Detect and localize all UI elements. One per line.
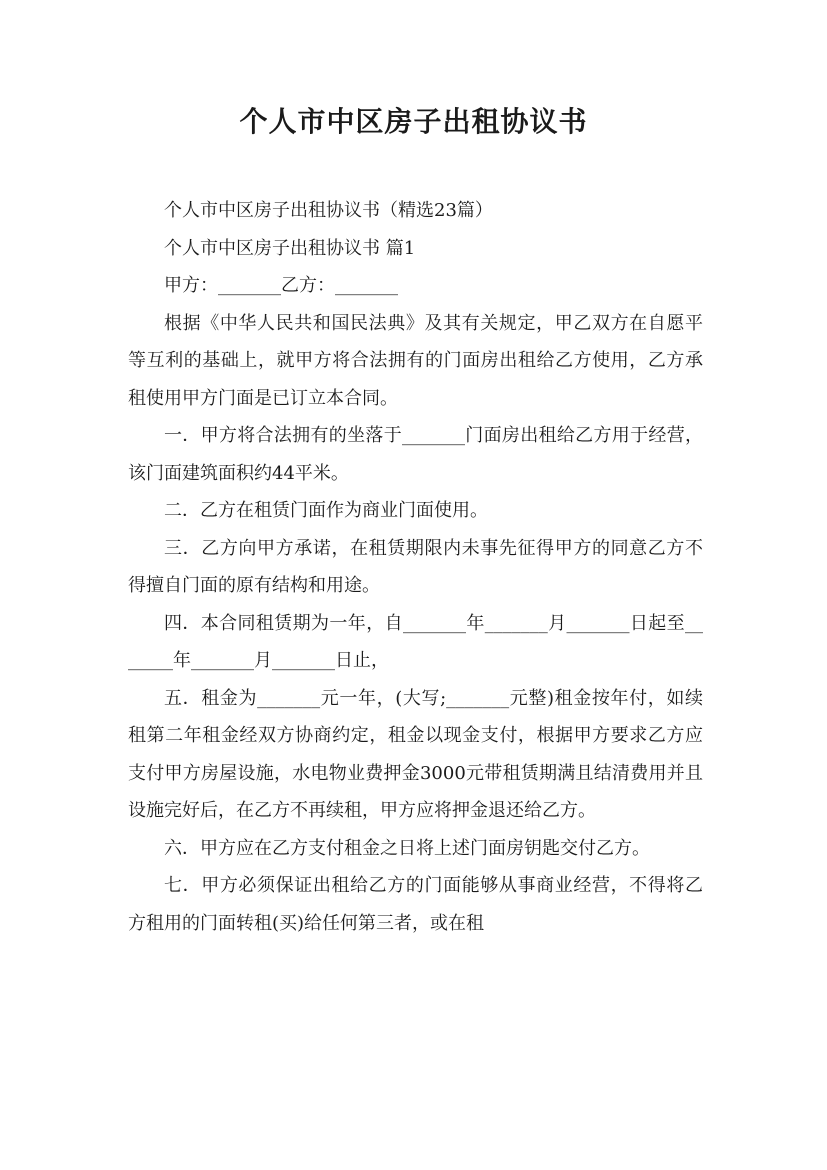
document-body [128,192,703,942]
paragraph-clause-7: 七．甲方必须保证出租给乙方的门面能够从事商业经营，不得将乙方租用的门面转租(买)给任何第三者，或在租 [128,875,703,934]
paragraph-preamble: 根据《中华人民共和国民法典》及其有关规定，甲乙双方在自愿平等互利的基础上，就甲方将合法拥有的门面房出租给乙方使用，乙方承租使用甲方门面是已订立本合同。 [128,312,703,409]
paragraph-clause-3: 三．乙方向甲方承诺，在租赁期限内未事先征得甲方的同意乙方不得擅自门面的原有结构和用途。 [128,537,703,596]
document-title: 个人市中区房子出租协议书 [239,105,588,138]
paragraph-clause-2: 二．乙方在租赁门面作为商业门面使用。 [164,500,488,521]
paragraph-parties: 甲方：_______乙方：_______ [164,275,398,296]
paragraph-clause-4: 四．本合同租赁期为一年，自_______年_______月_______日起至_______年_______月_______日止， [128,612,703,671]
paragraph-clause-1: 一．甲方将合法拥有的坐落于_______门面房出租给乙方用于经营，该门面建筑面积约44平米。 [128,425,703,484]
paragraph-clause-6: 六．甲方应在乙方支付租金之日将上述门面房钥匙交付乙方。 [164,837,650,859]
paragraph-subtitle: 个人市中区房子出租协议书（精选23篇） [164,200,493,221]
paragraph-clause-5: 五．租金为_______元一年，(大写;_______元整)租金按年付，如续租第二年租金经双方协商约定，租金以现金支付，根据甲方要求乙方应支付甲方房屋设施，水电物业费押金3000元带租赁期满且结清费用并且设施完好后，在乙方不再续租，甲方应将押金退还给乙方。 [128,687,703,821]
paragraph-section-heading: 个人市中区房子出租协议书 篇1 [164,237,416,259]
